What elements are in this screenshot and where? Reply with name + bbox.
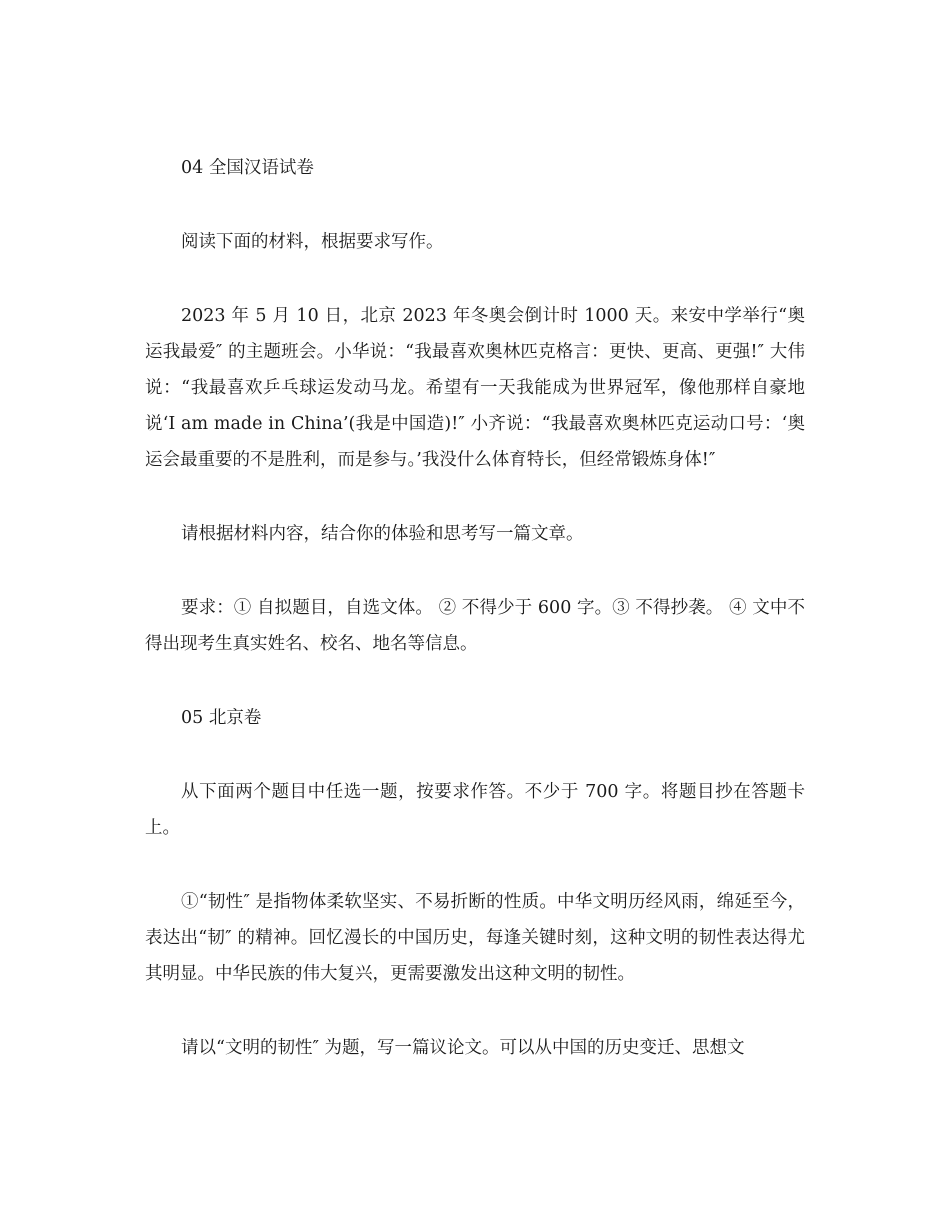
- choice-instruction-paragraph: 从下面两个题目中任选一题，按要求作答。不少于 700 字。将题目抄在答题卡上。: [145, 782, 805, 838]
- task-paragraph: 请根据材料内容，结合你的体验和思考写一篇文章。: [181, 524, 584, 544]
- document-body: [145, 150, 805, 1104]
- topic-one-task-paragraph: 请以“文明的韧性″ 为题，写一篇议论文。可以从中国的历史变迁、思想文: [181, 1038, 745, 1058]
- instruction-paragraph: 阅读下面的材料，根据要求写作。: [181, 232, 444, 252]
- requirements-paragraph: 要求：① 自拟题目，自选文体。 ② 不得少于 600 字。③ 不得抄袭。 ④ 文中不得出现考生真实姓名、校名、地名等信息。: [145, 598, 805, 654]
- topic-one-paragraph: ①“韧性″ 是指物体柔软坚实、不易折断的性质。中华文明历经风雨，绵延至今，表达出“韧″ 的精神。回忆漫长的中国历史，每逢关键时刻，这种文明的韧性表达得尤其明显。中华民族的伟大复兴，更需要激发出这种文明的韧性。: [145, 892, 805, 984]
- material-paragraph: 2023 年 5 月 10 日，北京 2023 年冬奥会倒计时 1000 天。来安中学举行“奥运我最爱″ 的主题班会。小华说：“我最喜欢奥林匹克格言：更快、更高、更强!″ 大伟说：“我最喜欢乒乓球运发动马龙。希望有一天我能成为世界冠军，像他那样自豪地说‘I am made in China’(我是中国造)!″ 小齐说：“我最喜欢奥林匹克运动口号：‘奥运会最重要的不是胜利，而是参与。’我没什么体育特长，但经常锻炼身体!″: [145, 306, 805, 470]
- section-heading-05: 05 北京卷: [181, 708, 262, 728]
- section-heading-04: 04 全国汉语试卷: [181, 158, 314, 178]
